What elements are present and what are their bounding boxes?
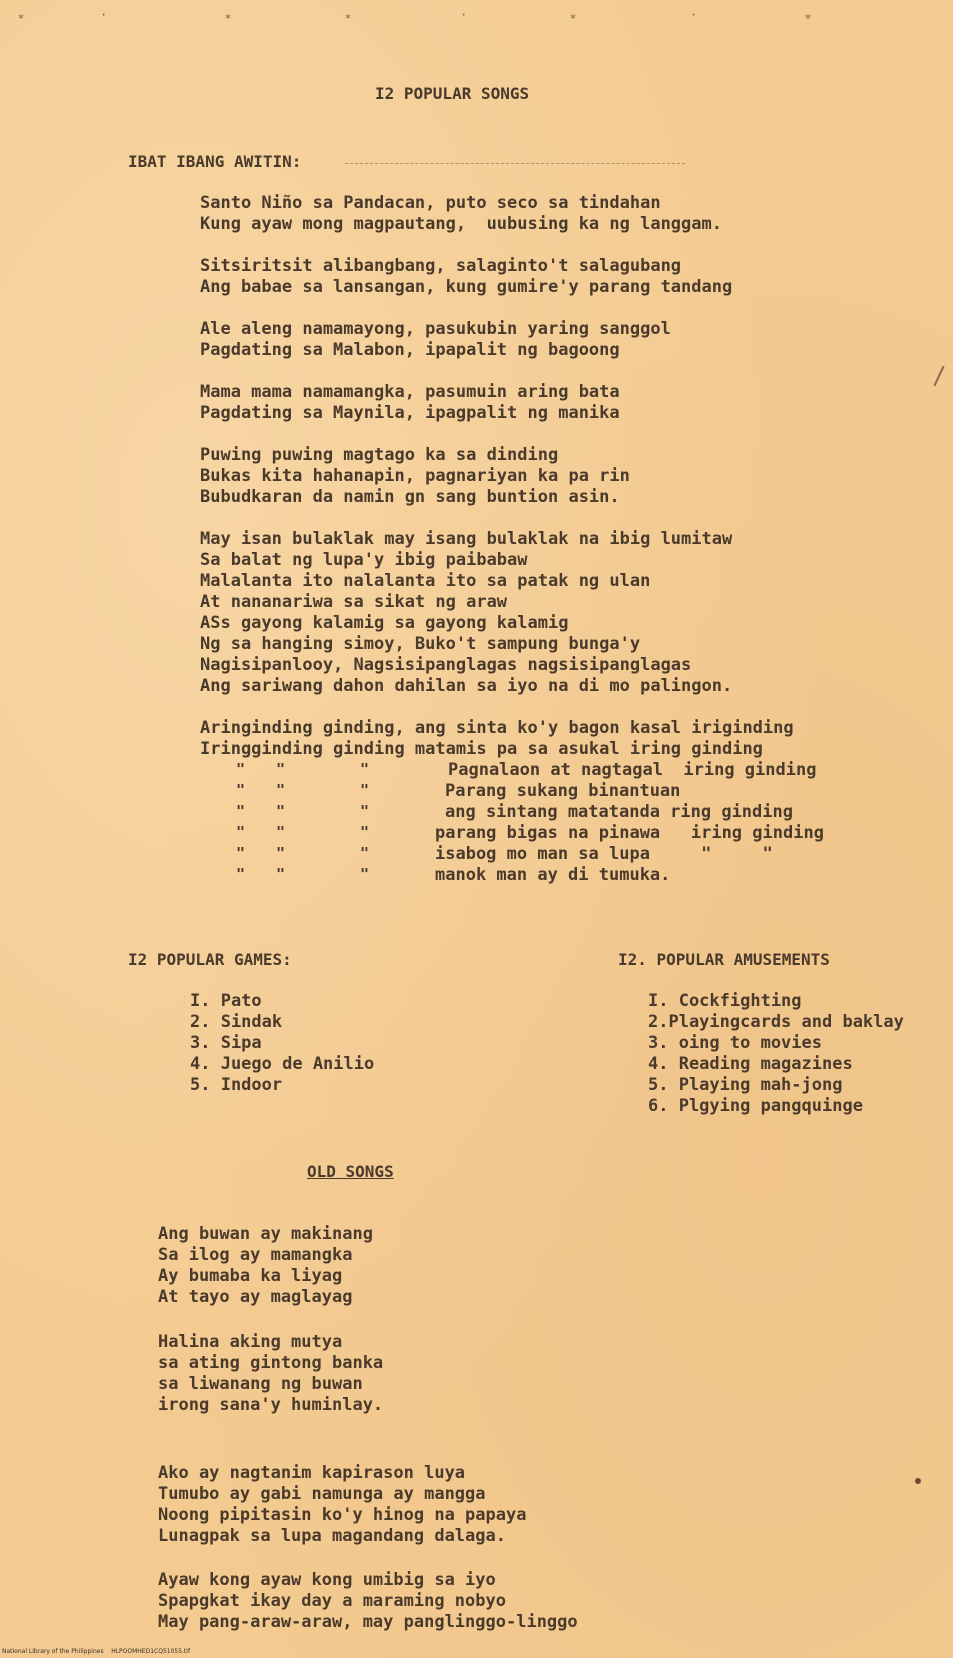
- song-line: Kung ayaw mong magpautang, uubusing ka ng langgam.: [200, 214, 722, 234]
- song-line: Ale aleng namamayong, pasukubin yaring sanggol: [200, 319, 671, 339]
- list-item: 2. Sindak: [190, 1012, 283, 1032]
- punch-mark: ⁎: [18, 8, 24, 22]
- song-line: At nananariwa sa sikat ng araw: [200, 592, 508, 612]
- ditto-row: [200, 760, 817, 781]
- song-line: irong sana'y huminlay.: [158, 1395, 384, 1415]
- song-line: sa liwanang ng buwan: [158, 1374, 363, 1394]
- song-stanza-5: [200, 445, 794, 508]
- song-line: Tumubo ay gabi namunga ay mangga: [158, 1484, 486, 1504]
- song-line: Mama mama namamangka, pasumuin aring bata: [200, 382, 620, 402]
- song-line: Noong pipitasin ko'y hinog na papaya: [158, 1505, 527, 1525]
- song-line: At tayo ay maglayag: [158, 1287, 353, 1307]
- song-line: Ng sa hanging simoy, Buko't sampung bunga'y: [200, 634, 641, 654]
- song-line: Nagisipanlooy, Nagsisipanglagas nagsisipanglagas: [200, 655, 692, 675]
- ditto-mark: ": [360, 781, 370, 799]
- ink-spot: [915, 1478, 921, 1484]
- song-line: Bukas kita hahanapin, pagnariyan ka pa rin: [200, 466, 630, 486]
- song-stanza-4: [200, 382, 794, 424]
- song-line: May isan bulaklak may isang bulaklak na ibig lumitaw: [200, 529, 733, 549]
- song-line: Sa ilog ay mamangka: [158, 1245, 353, 1265]
- list-item: 4. Reading magazines: [648, 1054, 853, 1074]
- punch-mark: ·: [460, 8, 468, 22]
- list-item: 5. Indoor: [190, 1075, 283, 1095]
- ditto-mark: ": [236, 760, 246, 778]
- song-line: Ako ay nagtanim kapirason luya: [158, 1463, 466, 1483]
- list-item: I. Cockfighting: [648, 991, 802, 1011]
- song-line: ASs gayong kalamig sa gayong kalamig: [200, 613, 569, 633]
- old-songs-heading: OLD SONGS: [307, 1162, 394, 1181]
- punch-mark: ⁎: [345, 8, 351, 22]
- song-line: Lunagpak sa lupa magandang dalaga.: [158, 1526, 506, 1546]
- song-line: Ang buwan ay makinang: [158, 1224, 373, 1244]
- ditto-row: [200, 844, 794, 865]
- song-line: Malalanta ito nalalanta ito sa patak ng ulan: [200, 571, 651, 591]
- ditto-mark: ": [276, 781, 286, 799]
- list-item: 6. Plgying pangquinge: [648, 1096, 863, 1116]
- amusements-heading: I2. POPULAR AMUSEMENTS: [618, 950, 830, 969]
- song-stanza-6: [200, 529, 794, 697]
- list-item: 4. Juego de Anilio: [190, 1054, 375, 1074]
- song-line: Aringinding ginding, ang sinta ko'y bagon kasal iriginding: [200, 718, 794, 738]
- ditto-mark: ": [360, 802, 370, 820]
- song-stanza-1: [200, 193, 794, 235]
- song-line: Halina aking mutya: [158, 1332, 343, 1352]
- old-songs-stanza-4: [158, 1570, 578, 1633]
- ditto-mark: ": [276, 760, 286, 778]
- ditto-mark: ": [276, 823, 286, 841]
- punch-mark: ⁎: [225, 8, 231, 22]
- song-line: Sa balat ng lupa'y ibig paibabaw: [200, 550, 528, 570]
- amusements-list: [648, 991, 904, 1117]
- ditto-mark: ": [236, 865, 246, 883]
- song-line: Puwing puwing magtago ka sa dinding: [200, 445, 559, 465]
- ditto-row: [200, 781, 794, 802]
- list-item: I. Pato: [190, 991, 262, 1011]
- song-line: May pang-araw-araw, may panglinggo-linggo: [158, 1612, 578, 1632]
- ditto-mark: ": [360, 760, 370, 778]
- list-item: 3. oing to movies: [648, 1033, 822, 1053]
- ditto-mark: ": [360, 865, 370, 883]
- song-line: sa ating gintong banka: [158, 1353, 384, 1373]
- ditto-row: [200, 865, 794, 886]
- song-line: Iringginding ginding matamis pa sa asukal iring ginding: [200, 739, 763, 759]
- paper-mark: [933, 366, 944, 387]
- song-line: Pagdating sa Malabon, ipapalit ng bagoong: [200, 340, 620, 360]
- song-line: Sitsiritsit alibangbang, salaginto't salagubang: [200, 256, 682, 276]
- list-item: 3. Sipa: [190, 1033, 262, 1053]
- ditto-mark: ": [236, 823, 246, 841]
- song-line: ang sintang matatanda ring ginding: [445, 802, 793, 822]
- songs-heading: IBAT IBANG AWITIN:: [128, 152, 302, 171]
- ditto-mark: ": [236, 802, 246, 820]
- heading-rule: [345, 163, 685, 164]
- song-line: Bubudkaran da namin gn sang buntion asin.: [200, 487, 620, 507]
- song-line: isabog mo man sa lupa " ": [435, 844, 773, 864]
- ditto-mark: ": [360, 844, 370, 862]
- ditto-mark: ": [276, 865, 286, 883]
- song-line: manok man ay di tumuka.: [435, 865, 671, 885]
- punch-mark: ·: [100, 8, 108, 22]
- old-songs-stanza-2: [158, 1332, 383, 1416]
- ditto-row: [200, 823, 824, 844]
- song-line: Ayaw kong ayaw kong umibig sa iyo: [158, 1570, 496, 1590]
- song-line: Ang babae sa lansangan, kung gumire'y parang tandang: [200, 277, 733, 297]
- scan-footer: National Library of the Philippines HLPOOMHED1CQ51055.tif: [2, 1648, 191, 1655]
- song-line: Spapgkat ikay day a maraming nobyo: [158, 1591, 506, 1611]
- songs-list: [200, 193, 824, 886]
- ditto-mark: ": [360, 823, 370, 841]
- song-line: Ay bumaba ka liyag: [158, 1266, 343, 1286]
- punch-mark: ⁎: [805, 8, 811, 22]
- song-line: Ang sariwang dahon dahilan sa iyo na di mo palingon.: [200, 676, 733, 696]
- old-songs-stanza-1: [158, 1224, 373, 1308]
- list-item: 5. Playing mah-jong: [648, 1075, 843, 1095]
- page-title: I2 POPULAR SONGS: [375, 84, 530, 103]
- ditto-mark: ": [276, 802, 286, 820]
- list-item: 2.Playingcards and baklay: [648, 1012, 904, 1032]
- song-line: Santo Niño sa Pandacan, puto seco sa tindahan: [200, 193, 661, 213]
- old-songs-stanza-3: [158, 1463, 526, 1547]
- ditto-mark: ": [276, 844, 286, 862]
- games-heading: I2 POPULAR GAMES:: [128, 950, 292, 969]
- song-line: parang bigas na pinawa iring ginding: [435, 823, 824, 843]
- ditto-mark: ": [236, 781, 246, 799]
- punch-mark: ·: [690, 8, 698, 22]
- punch-mark: ⁎: [570, 8, 576, 22]
- song-stanza-2: [200, 256, 794, 298]
- games-list: [190, 991, 374, 1096]
- song-line: Pagdating sa Maynila, ipagpalit ng manika: [200, 403, 620, 423]
- song-stanza-aringinding: [200, 718, 824, 886]
- ditto-mark: ": [236, 844, 246, 862]
- ditto-row: [200, 802, 794, 823]
- song-stanza-3: [200, 319, 794, 361]
- song-line: Pagnalaon at nagtagal iring ginding: [448, 760, 817, 780]
- song-line: Parang sukang binantuan: [445, 781, 681, 801]
